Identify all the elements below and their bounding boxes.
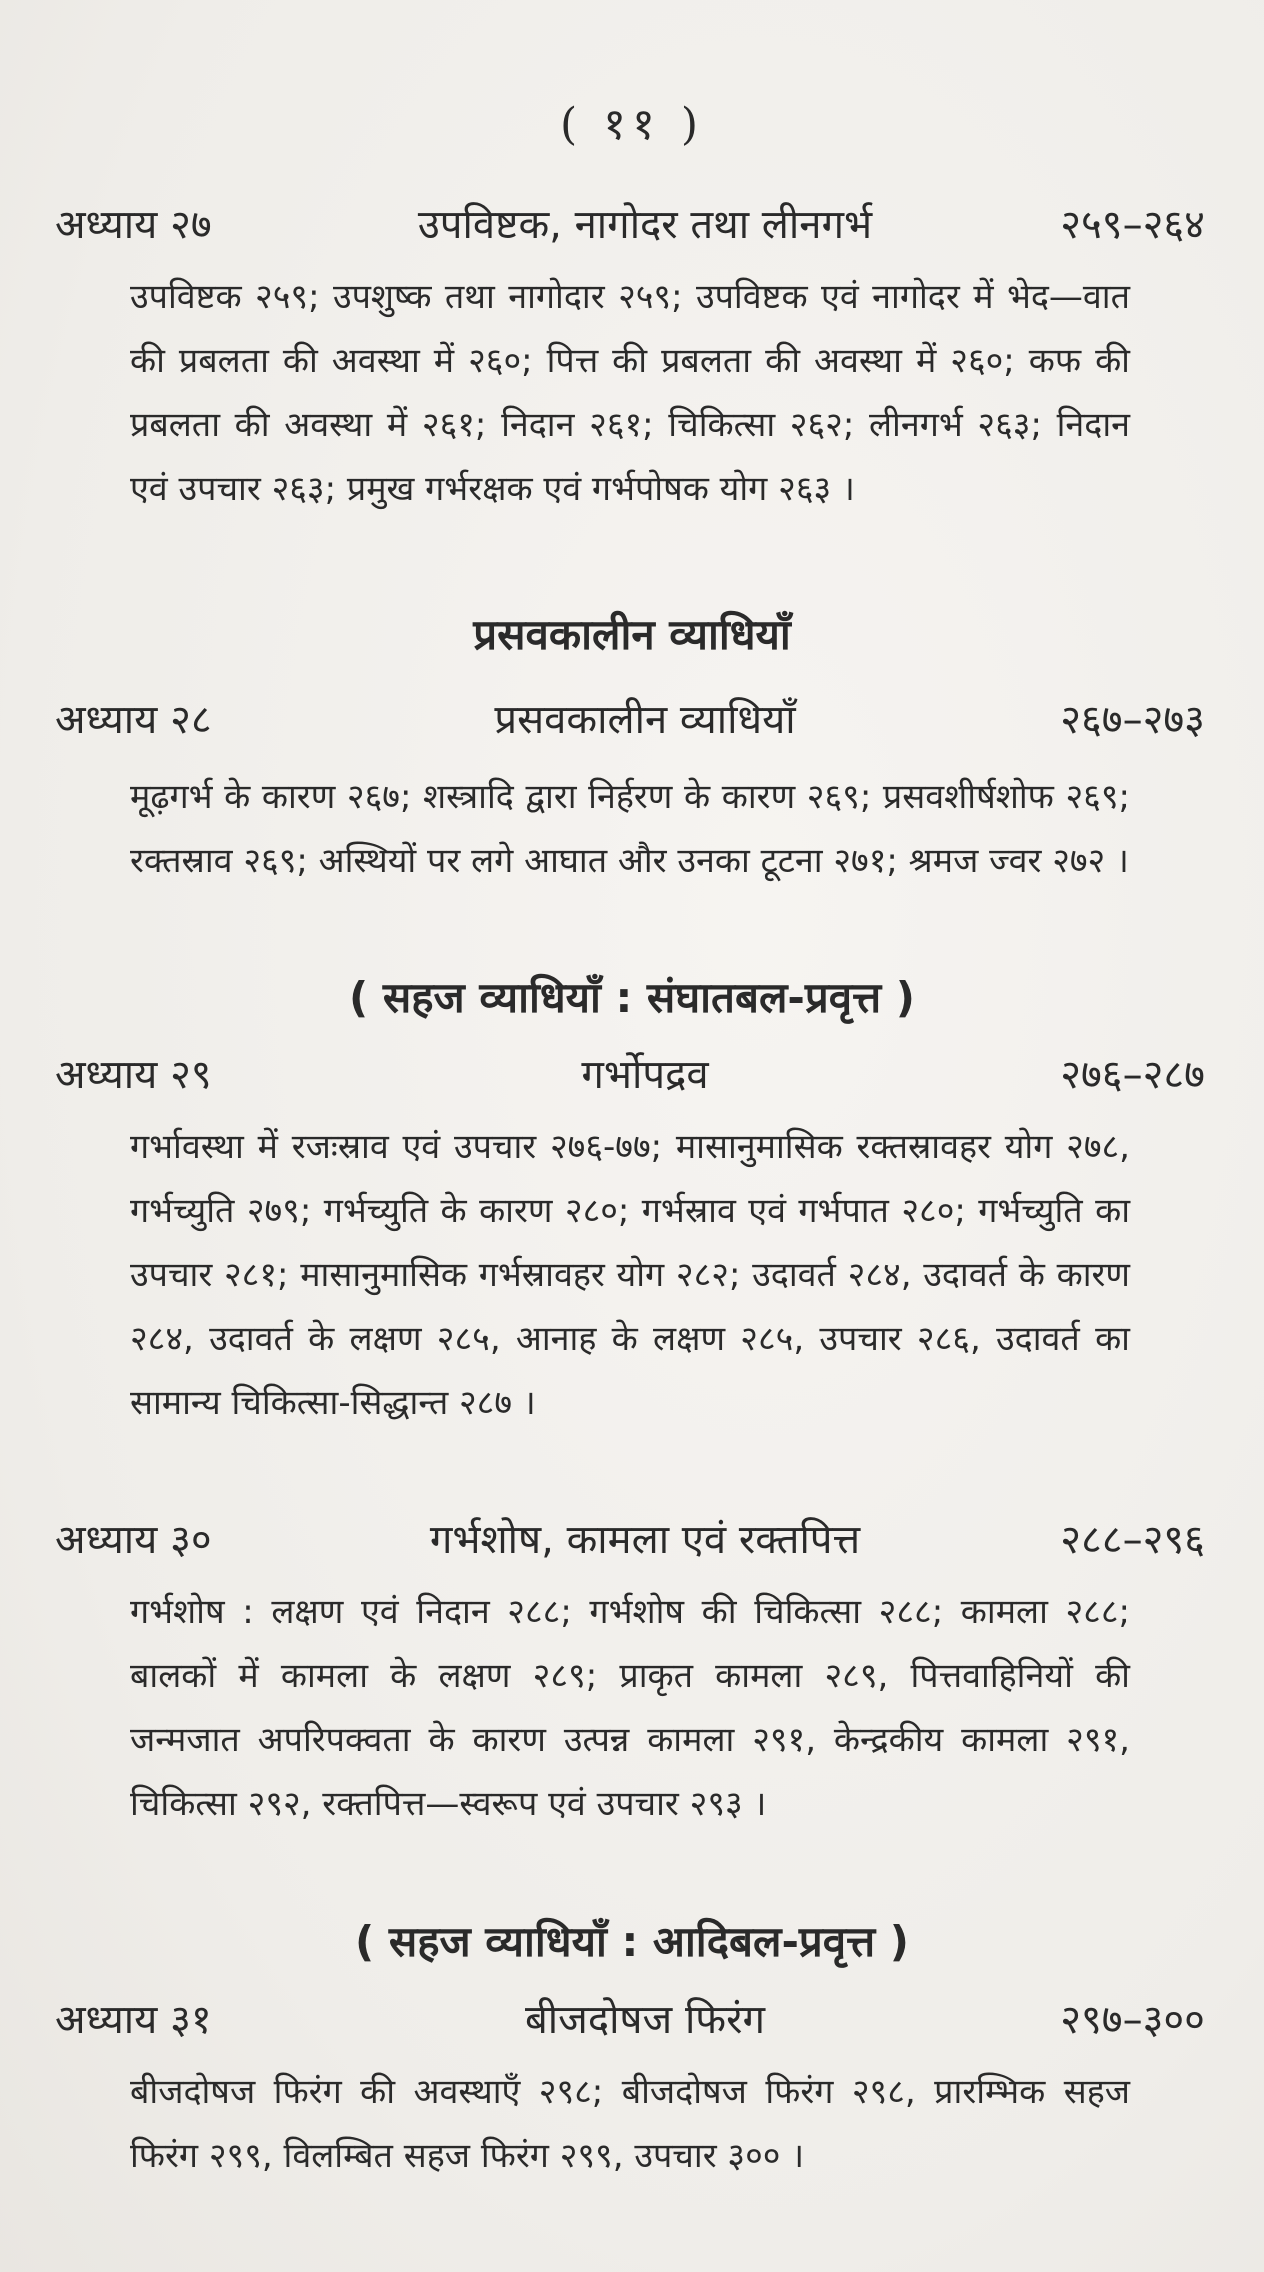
chapter-contents-28: मूढ़गर्भ के कारण २६७; शस्त्रादि द्वारा निर्हरण के कारण २६९; प्रसवशीर्षशोफ २६९; रक्तस्राव २६९; अस्थियों पर लगे आघात और उनका टूटना २७१; श्रमज ज्वर २७२ । <box>130 777 1130 881</box>
chapter-page-range: २७६–२८७ <box>1060 1052 1205 1098</box>
chapter-page-range: २५९–२६४ <box>1060 202 1205 248</box>
chapter-title: गर्भोपद्रव <box>581 1052 709 1098</box>
chapter-page-range: २६७–२७३ <box>1060 697 1205 743</box>
chapter-heading-28 <box>55 690 1205 750</box>
chapter-number: अध्याय २८ <box>55 697 212 743</box>
chapter-title: गर्भशोष, कामला एवं रक्तपित्त <box>429 1517 861 1563</box>
chapter-number: अध्याय २९ <box>55 1052 212 1098</box>
page-number: ( ११ ) <box>559 99 705 150</box>
chapter-contents-31: बीजदोषज फिरंग की अवस्थाएँ २९८; बीजदोषज फिरंग २९८, प्रारम्भिक सहज फिरंग २९९, विलम्बित सहज फिरंग २९९, उपचार ३०० । <box>130 2072 1130 2176</box>
chapter-contents-29: गर्भावस्था में रजःस्राव एवं उपचार २७६-७७; मासानुमासिक रक्तस्रावहर योग २७८, गर्भच्युति २७९; गर्भच्युति के कारण २८०; गर्भस्राव एवं गर्भपात २८०; गर्भच्युति का उपचार २८१; मासानुमासिक गर्भस्रावहर योग २८२; उदावर्त २८४, उदावर्त के कारण २८४, उदावर्त के लक्षण २८५, आनाह के लक्षण २८५, उपचार २८६, उदावर्त का सामान्य चिकित्सा-सिद्धान्त २८७ । <box>130 1127 1130 1423</box>
chapter-heading-27 <box>55 195 1205 255</box>
section-heading-sanghatabal: ( सहज व्याधियाँ : संघातबल-प्रवृत्त ) <box>349 973 915 1022</box>
chapter-heading-30 <box>55 1510 1205 1570</box>
chapter-contents-27: उपविष्टक २५९; उपशुष्क तथा नागोदार २५९; उपविष्टक एवं नागोदर में भेद—वात की प्रबलता की अवस्था में २६०; पित्त की प्रबलता की अवस्था में २६०; कफ की प्रबलता की अवस्था में २६१; निदान २६१; चिकित्सा २६२; लीनगर्भ २६३; निदान एवं उपचार २६३; प्रमुख गर्भरक्षक एवं गर्भपोषक योग २६३ । <box>130 277 1130 509</box>
chapter-number: अध्याय ३० <box>55 1517 212 1563</box>
chapter-title: प्रसवकालीन व्याधियाँ <box>494 697 796 743</box>
chapter-page-range: २८८–२९६ <box>1060 1517 1205 1563</box>
chapter-title: बीजदोषज फिरंग <box>524 1997 766 2043</box>
chapter-title: उपविष्टक, नागोदर तथा लीनगर्भ <box>417 202 873 248</box>
chapter-contents-30: गर्भशोष : लक्षण एवं निदान २८८; गर्भशोष की चिकित्सा २८८; कामला २८८; बालकों में कामला के लक्षण २८९; प्राकृत कामला २८९, पित्तवाहिनियों की जन्मजात अपरिपक्वता के कारण उत्पन्न कामला २९१, केन्द्रकीय कामला २९१, चिकित्सा २९२, रक्तपित्त—स्वरूप एवं उपचार २९३ । <box>130 1592 1130 1824</box>
chapter-number: अध्याय ३१ <box>55 1997 212 2043</box>
chapter-number: अध्याय २७ <box>55 202 212 248</box>
chapter-heading-31 <box>55 1990 1205 2050</box>
chapter-page-range: २९७–३०० <box>1060 1997 1205 2043</box>
section-heading-prasavakalin: प्रसवकालीन व्याधियाँ <box>473 610 791 659</box>
chapter-heading-29 <box>55 1045 1205 1105</box>
section-heading-adibal: ( सहज व्याधियाँ : आदिबल-प्रवृत्त ) <box>355 1917 909 1966</box>
